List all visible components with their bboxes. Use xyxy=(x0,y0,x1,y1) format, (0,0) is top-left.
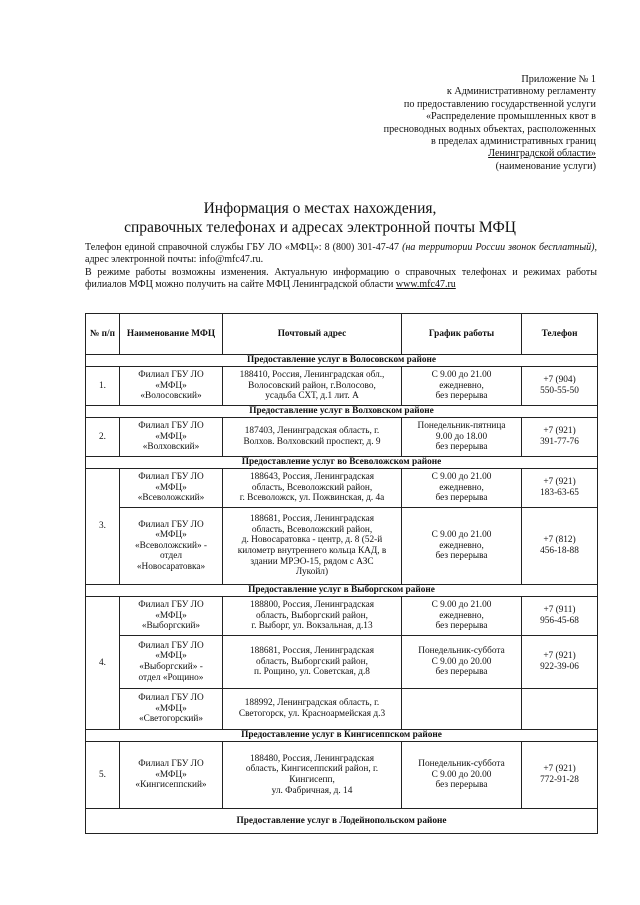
appendix-header xyxy=(296,74,596,173)
cell-line: «Новосаратовка» xyxy=(136,561,206,572)
cell-line: Филиал ГБУ ЛО xyxy=(138,519,204,530)
cell-phone xyxy=(522,689,598,730)
table-row xyxy=(86,367,598,406)
cell-line: С 9.00 до 21.00 xyxy=(431,370,492,381)
table-row xyxy=(86,469,598,508)
cell-name xyxy=(120,636,223,689)
cell-name xyxy=(120,597,223,636)
appendix-line: к Административному регламенту xyxy=(446,86,596,98)
cell-line: Кингисепп, xyxy=(289,775,335,785)
cell-line: 188410, Россия, Ленинградская обл., xyxy=(239,370,385,381)
section-row xyxy=(86,730,598,742)
mfc-table xyxy=(85,313,598,834)
cell-line: без перерыва xyxy=(435,391,488,402)
cell-schedule xyxy=(402,636,522,689)
cell-schedule xyxy=(402,508,522,585)
table-body xyxy=(86,355,598,834)
cell-line: Светогорск, ул. Красноармейская д.3 xyxy=(238,709,386,719)
cell-line: 772-91-28 xyxy=(540,775,579,785)
appendix-line: пресноводных водных объектах, расположенных xyxy=(383,123,596,135)
cell-line: область, Всеволожский район, xyxy=(251,524,373,535)
cell-name xyxy=(120,689,223,730)
cell-line: Филиал ГБУ ЛО xyxy=(138,759,204,770)
cell-line: С 9.00 до 21.00 xyxy=(431,472,492,483)
cell-line: 188643, Россия, Ленинградская xyxy=(249,472,375,483)
cell-line: «МФЦ» xyxy=(155,380,187,391)
cell-line: «МФЦ» xyxy=(155,703,187,714)
cell-line: «МФЦ» xyxy=(155,530,187,541)
cell-schedule xyxy=(402,367,522,406)
cell-line: 456-18-88 xyxy=(540,546,579,556)
cell-line: «Волосовский» xyxy=(140,391,202,402)
cell-line: область, Выборгский район, xyxy=(256,610,368,621)
cell-line: 188800, Россия, Ленинградская xyxy=(249,600,375,611)
cell-line: «Всеволожский» xyxy=(137,493,205,504)
cell-line: область, Выборгский район, xyxy=(256,656,368,667)
cell-line: +7 (921) xyxy=(543,426,576,437)
cell-line: километр внутреннего кольца КАД, в xyxy=(237,546,387,556)
cell-name xyxy=(120,508,223,585)
cell-line: 183-63-65 xyxy=(540,488,579,498)
cell-schedule xyxy=(402,742,522,809)
cell-schedule xyxy=(402,597,522,636)
header-schedule: График работы xyxy=(402,314,522,355)
cell-line: Понедельник-пятница xyxy=(417,421,506,432)
cell-name xyxy=(120,367,223,406)
cell-line: Филиал ГБУ ЛО xyxy=(138,640,204,651)
cell-line: +7 (921) xyxy=(543,477,576,488)
cell-line: 188681, Россия, Ленинградская xyxy=(249,646,375,657)
table-row xyxy=(86,742,598,809)
cell-line: «Волховский» xyxy=(142,442,200,453)
cell-line: Филиал ГБУ ЛО xyxy=(138,693,204,704)
cell-phone xyxy=(522,508,598,585)
appendix-number: Приложение № 1 xyxy=(521,74,596,85)
hotline-paragraph xyxy=(85,242,597,267)
cell-num: 1. xyxy=(86,367,120,406)
section-row xyxy=(86,809,598,834)
cell-name xyxy=(120,469,223,508)
cell-line: без перерыва xyxy=(435,780,488,791)
cell-phone xyxy=(522,636,598,689)
cell-num: 4. xyxy=(86,597,120,730)
cell-line: Филиал ГБУ ЛО xyxy=(138,370,204,381)
cell-line: «МФЦ» xyxy=(155,482,187,493)
cell-line: г. Всеволожск, ул. Пожвинская, д. 4а xyxy=(239,493,385,504)
cell-line: Понедельник-суббота xyxy=(418,646,505,657)
cell-line: «Всеволожский» - xyxy=(134,540,208,551)
title-line: справочных телефонах и адресах электронной почты МФЦ xyxy=(124,219,516,236)
cell-line: 187403, Ленинградская область, г. xyxy=(244,426,380,437)
table-header-row xyxy=(86,314,598,355)
cell-line: без перерыва xyxy=(435,621,488,632)
cell-line: «Выборгский» - xyxy=(139,662,203,672)
header-address: Почтовый адрес xyxy=(223,314,402,355)
cell-line: ул. Фабричная, д. 14 xyxy=(271,785,353,796)
cell-line: «МФЦ» xyxy=(155,769,187,780)
cell-line: Волосовский район, г.Волосово, xyxy=(248,380,376,391)
cell-line: отдел xyxy=(160,551,182,562)
section-title: Предоставление услуг в Волосовском районе xyxy=(86,355,598,367)
cell-address xyxy=(223,742,402,809)
cell-phone xyxy=(522,742,598,809)
site-link[interactable]: www.mfc47.ru xyxy=(395,278,456,290)
section-title: Предоставление услуг в Выборгском районе xyxy=(86,585,598,597)
cell-name xyxy=(120,418,223,457)
cell-line: С 9.00 до 20.00 xyxy=(431,769,492,780)
cell-address xyxy=(223,636,402,689)
cell-line: С 9.00 до 20.00 xyxy=(431,656,492,667)
cell-line: «МФЦ» xyxy=(155,610,187,621)
cell-num: 3. xyxy=(86,469,120,585)
cell-schedule xyxy=(402,689,522,730)
cell-address xyxy=(223,689,402,730)
table-row xyxy=(86,418,598,457)
cell-line: ежедневно, xyxy=(439,380,484,391)
section-title: Предоставление услуг во Всеволожском районе xyxy=(86,457,598,469)
cell-line: С 9.00 до 21.00 xyxy=(431,600,492,611)
cell-line: Лукойл) xyxy=(295,567,329,578)
notice-text: В режиме работы возможны изменения. Актуальную информацию о справочных телефонах и режимах работы филиалов МФЦ можно получить на сайте МФЦ Ленинградской области xyxy=(85,266,597,290)
cell-line: 956-45-68 xyxy=(540,616,579,626)
cell-line: ежедневно, xyxy=(439,540,484,551)
cell-line: область, Всеволожский район, xyxy=(251,482,373,493)
cell-line: область, Кингисеппский район, г. xyxy=(245,764,379,775)
header-name: Наименование МФЦ xyxy=(120,314,223,355)
cell-line: +7 (904) xyxy=(543,375,576,386)
hotline-note: (на территории России звонок бесплатный), xyxy=(402,242,597,253)
appendix-line: «Распределение промышленных квот в xyxy=(425,111,596,123)
header-num: № п/п xyxy=(86,314,120,355)
cell-line: д. Новосаратовка - центр, д. 8 (52-й xyxy=(241,535,383,546)
cell-num: 2. xyxy=(86,418,120,457)
title-line: Информация о местах нахождения, xyxy=(203,200,437,217)
cell-line: Волхов. Волховский проспект, д. 9 xyxy=(243,437,381,447)
cell-line: Филиал ГБУ ЛО xyxy=(138,421,204,432)
cell-line: 391-77-76 xyxy=(540,437,579,447)
cell-num: 5. xyxy=(86,742,120,809)
cell-line: 922-39-06 xyxy=(540,662,579,672)
cell-address xyxy=(223,508,402,585)
appendix-service-caption: (наименование услуги) xyxy=(495,160,596,172)
document-title xyxy=(0,199,640,237)
cell-line: г. Выборг, ул. Вокзальная, д.13 xyxy=(251,621,373,632)
notice-paragraph xyxy=(85,267,597,292)
cell-line: Филиал ГБУ ЛО xyxy=(138,600,204,611)
appendix-line: по предоставлению государственной услуги xyxy=(403,98,596,110)
cell-line: 9.00 до 18.00 xyxy=(435,431,488,442)
cell-line: 550-55-50 xyxy=(540,386,579,396)
appendix-line: в пределах административных границ xyxy=(431,136,596,148)
section-title: Предоставление услуг в Кингисеппском районе xyxy=(86,730,598,742)
cell-line: +7 (921) xyxy=(543,651,576,662)
cell-line: отдел «Рощино» xyxy=(138,672,204,683)
cell-line: Понедельник-суббота xyxy=(418,759,505,770)
cell-line: ежедневно, xyxy=(439,610,484,621)
cell-line: +7 (812) xyxy=(543,535,576,546)
cell-line: С 9.00 до 21.00 xyxy=(431,530,492,541)
cell-address xyxy=(223,469,402,508)
table-row xyxy=(86,508,598,585)
cell-schedule xyxy=(402,469,522,508)
section-row xyxy=(86,355,598,367)
cell-phone xyxy=(522,469,598,508)
intro-text xyxy=(85,242,597,291)
cell-line: «МФЦ» xyxy=(155,431,187,442)
cell-line: без перерыва xyxy=(435,667,488,678)
email-text: адрес электронной почты: info@mfc47.ru. xyxy=(85,254,264,266)
section-title: Предоставление услуг в Лодейнопольском районе xyxy=(86,809,598,834)
cell-name xyxy=(120,742,223,809)
cell-line: Филиал ГБУ ЛО xyxy=(138,472,204,483)
table-row xyxy=(86,689,598,730)
cell-address xyxy=(223,367,402,406)
hotline-text: Телефон единой справочной службы ГБУ ЛО «МФЦ»: 8 (800) 301-47-47 xyxy=(85,242,403,253)
section-title: Предоставление услуг в Волховском районе xyxy=(86,406,598,418)
cell-line: без перерыва xyxy=(435,493,488,504)
cell-line: усадьба СХТ, д.1 лит. А xyxy=(265,391,359,402)
cell-line: 188992, Ленинградская область, г. xyxy=(244,698,380,709)
header-phone: Телефон xyxy=(522,314,598,355)
section-row xyxy=(86,457,598,469)
table-row xyxy=(86,597,598,636)
cell-line: п. Рощино, ул. Советская, д.8 xyxy=(254,667,370,678)
appendix-region: Ленинградской области» xyxy=(488,148,596,160)
cell-address xyxy=(223,597,402,636)
cell-line: 188681, Россия, Ленинградская xyxy=(249,514,375,525)
section-row xyxy=(86,406,598,418)
cell-phone xyxy=(522,418,598,457)
cell-line: здании МРЭО-15, рядом с АЗС xyxy=(250,556,374,567)
cell-line: 188480, Россия, Ленинградская xyxy=(249,753,375,764)
cell-phone xyxy=(522,597,598,636)
cell-line: без перерыва xyxy=(435,551,488,562)
cell-line: ежедневно, xyxy=(439,482,484,493)
cell-line: +7 (911) xyxy=(543,605,576,616)
cell-phone xyxy=(522,367,598,406)
cell-address xyxy=(223,418,402,457)
cell-line: «Светогорский» xyxy=(138,714,204,725)
section-row xyxy=(86,585,598,597)
cell-schedule xyxy=(402,418,522,457)
cell-line: +7 (921) xyxy=(543,764,576,775)
cell-line: «Выборгский» xyxy=(141,621,201,632)
cell-line: «Кингисеппский» xyxy=(135,780,207,791)
table-row xyxy=(86,636,598,689)
cell-line: «МФЦ» xyxy=(155,651,187,662)
cell-line: без перерыва xyxy=(435,442,488,453)
